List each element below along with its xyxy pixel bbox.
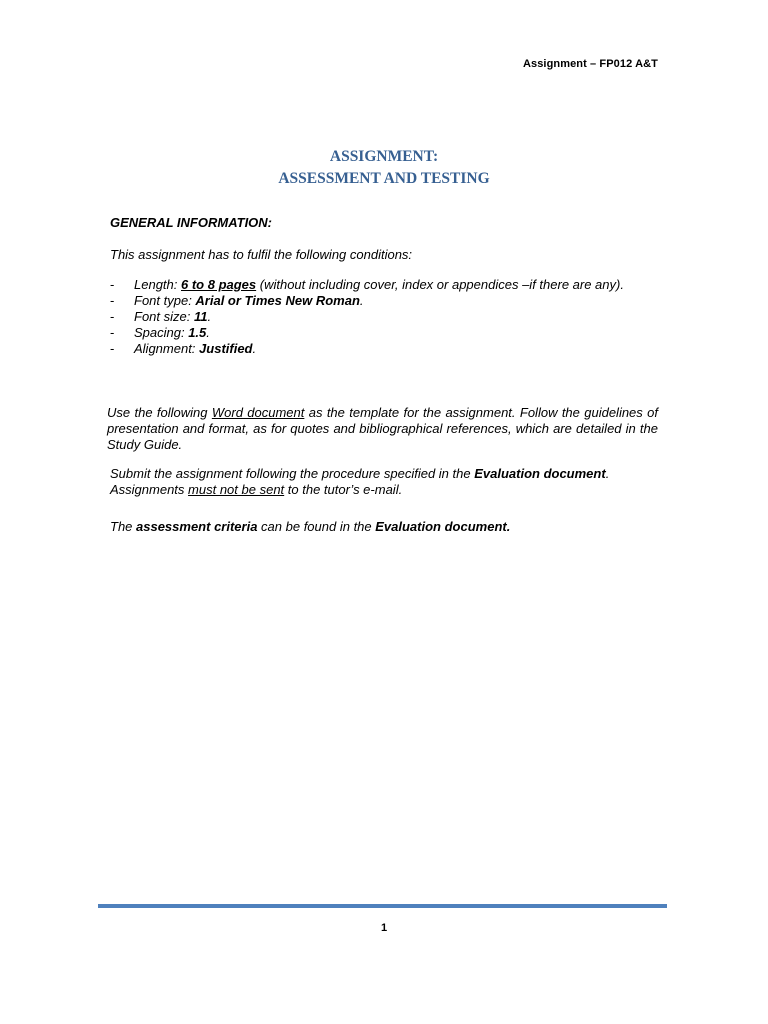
document-title [0, 146, 768, 190]
condition-value: 6 to 8 pages [181, 277, 257, 292]
template-text-start: Use the following [107, 405, 212, 420]
running-header: Assignment – FP012 A&T [522, 58, 658, 70]
submit-paragraph [110, 466, 658, 498]
condition-note: . [252, 341, 257, 356]
condition-note: . [206, 325, 210, 340]
bullet-dash: - [110, 309, 115, 324]
condition-label: Spacing: [134, 325, 189, 340]
general-information-heading: GENERAL INFORMATION: [110, 215, 273, 230]
condition-value: Arial or Times New Roman [195, 293, 360, 308]
evaluation-document-ref: Evaluation document [474, 466, 606, 481]
condition-spacing [110, 325, 658, 341]
evaluation-document-ref: Evaluation document. [375, 519, 511, 534]
assessment-criteria-ref: assessment criteria [136, 519, 258, 534]
footer-rule [98, 904, 667, 908]
condition-value: 1.5 [188, 325, 207, 340]
condition-note: . [359, 293, 364, 308]
criteria-text-middle: can be found in the [257, 519, 376, 534]
condition-note: (without including cover, index or appendices –if there are any). [256, 277, 624, 292]
submit-text-period: . [605, 466, 610, 481]
submit-line2-start: Assignments [110, 482, 189, 497]
condition-label: Alignment: [134, 341, 200, 356]
word-document-link[interactable]: Word document [211, 405, 305, 420]
conditions-list [110, 277, 658, 357]
template-paragraph [107, 405, 658, 453]
title-line-2: ASSESSMENT AND TESTING [278, 170, 490, 187]
bullet-dash: - [110, 325, 115, 340]
bullet-dash: - [110, 293, 115, 308]
condition-label: Length: [134, 277, 181, 292]
condition-alignment [110, 341, 658, 357]
criteria-paragraph [110, 519, 658, 535]
condition-note: . [207, 309, 212, 324]
condition-label: Font size: [134, 309, 194, 324]
submit-text-start: Submit the assignment following the procedure specified in the [110, 466, 475, 481]
criteria-text-start: The [110, 519, 137, 534]
condition-font-size [110, 309, 658, 325]
condition-value: Justified [199, 341, 253, 356]
bullet-dash: - [110, 341, 115, 356]
bullet-dash: - [110, 277, 115, 292]
condition-font-type [110, 293, 658, 309]
title-line-1: ASSIGNMENT: [329, 148, 439, 165]
condition-value: 11 [193, 309, 208, 324]
template-text-end: as the template for the assignment. Follow the guidelines of presentation and format, as for quotes and bibliographical references, which are detailed in the Study Guide. [107, 405, 658, 452]
condition-label: Font type: [134, 293, 196, 308]
must-not-be-sent: must not be sent [188, 482, 285, 497]
conditions-intro: This assignment has to fulfil the following conditions: [110, 247, 413, 262]
page-number: 1 [380, 922, 388, 934]
submit-line2-end: to the tutor’s e-mail. [284, 482, 403, 497]
condition-length [110, 277, 658, 293]
